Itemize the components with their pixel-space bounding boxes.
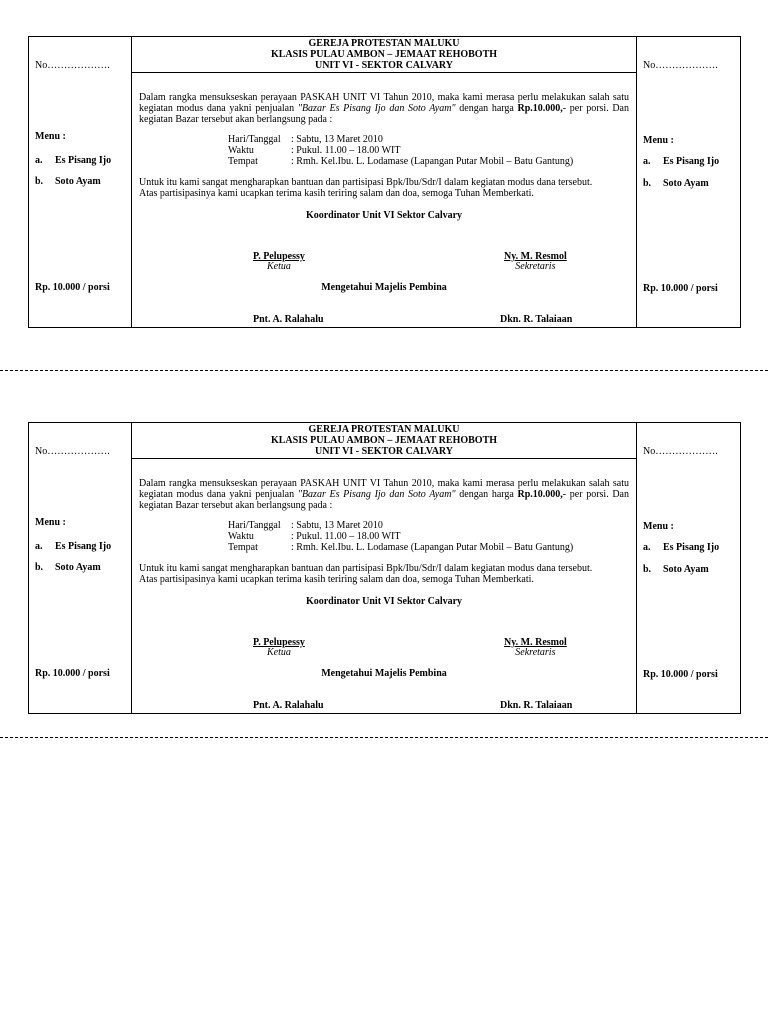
cut-line — [0, 737, 768, 738]
ticket-2 — [28, 422, 741, 714]
closing-paragraph: Untuk itu kami sangat mengharapkan bantuan dan partisipasi Bpk/Ibu/Sdr/I dalam kegiatan modus dana tersebut. Atas partisipasinya kami ucapkan terima kasih teriring salam dan doa, semoga Tuhan Memberkati. — [139, 563, 593, 585]
acknowledged-by: Mengetahui Majelis Pembina — [321, 282, 447, 293]
right-stub — [637, 37, 740, 327]
elder-right: Dkn. R. Talaiaan — [500, 314, 573, 325]
ticket-body — [139, 92, 629, 221]
left-stub — [29, 423, 131, 713]
ticket-1 — [28, 36, 741, 328]
signature-secretary: Ny. M. Resmol Sekretaris — [504, 251, 567, 272]
ticket-main — [131, 37, 637, 327]
number-field: No………………. — [643, 60, 718, 71]
acknowledged-by: Mengetahui Majelis Pembina — [321, 668, 447, 679]
menu-title: Menu : — [643, 521, 674, 532]
number-field: No………………. — [35, 446, 110, 457]
left-stub — [29, 37, 131, 327]
menu-item-soto-ayam: b. Soto Ayam — [643, 564, 709, 575]
right-stub — [637, 423, 740, 713]
menu-item-es-pisang-ijo: a. Es Pisang Ijo — [643, 542, 720, 553]
menu-item-es-pisang-ijo: a. Es Pisang Ijo — [35, 155, 112, 166]
elder-right: Dkn. R. Talaiaan — [500, 700, 573, 711]
coordinator-title: Koordinator Unit VI Sektor Calvary — [305, 596, 463, 607]
signature-chair: P. Pelupessy Ketua — [253, 251, 305, 272]
event-details: Hari/Tanggal : Sabtu, 13 Maret 2010 Waktu : Pukul. 11.00 – 18.00 WIT Tempat : Rmh. Kel.Ibu. L. Lodamase (Lapangan Putar Mobil – Batu Gantung) — [228, 520, 574, 553]
intro-paragraph: Dalam rangka mensukseskan perayaan PASKAH UNIT VI Tahun 2010, maka kami merasa perlu melakukan salah satu kegiatan modus dana yakni penjualan "Bazar Es Pisang Ijo dan Soto Ayam" dengan harga Rp.10.000,- per porsi. Dan kegiatan Bazar tersebut akan berlangsung pada : — [139, 478, 629, 511]
price-label: Rp. 10.000 / porsi — [643, 283, 718, 294]
ticket-body — [139, 478, 629, 607]
menu-item-soto-ayam: b. Soto Ayam — [643, 178, 709, 189]
menu-title: Menu : — [35, 131, 66, 142]
number-field: No………………. — [35, 60, 110, 71]
number-field: No………………. — [643, 446, 718, 457]
price-label: Rp. 10.000 / porsi — [35, 282, 110, 293]
intro-paragraph: Dalam rangka mensukseskan perayaan PASKAH UNIT VI Tahun 2010, maka kami merasa perlu melakukan salah satu kegiatan modus dana yakni penjualan "Bazar Es Pisang Ijo dan Soto Ayam" dengan harga Rp.10.000,- per porsi. Dan kegiatan Bazar tersebut akan berlangsung pada : — [139, 92, 629, 125]
menu-item-soto-ayam: b. Soto Ayam — [35, 176, 101, 187]
ticket-header: GEREJA PROTESTAN MALUKU KLASIS PULAU AMBON – JEMAAT REHOBOTH UNIT VI - SEKTOR CALVARY — [132, 423, 636, 459]
menu-title: Menu : — [35, 517, 66, 528]
price-label: Rp. 10.000 / porsi — [35, 668, 110, 679]
ticket-main — [131, 423, 637, 713]
closing-paragraph: Untuk itu kami sangat mengharapkan bantuan dan partisipasi Bpk/Ibu/Sdr/I dalam kegiatan modus dana tersebut. Atas partisipasinya kami ucapkan terima kasih teriring salam dan doa, semoga Tuhan Memberkati. — [139, 177, 593, 199]
elder-left: Pnt. A. Ralahalu — [253, 314, 324, 325]
elder-left: Pnt. A. Ralahalu — [253, 700, 324, 711]
cut-line — [0, 370, 768, 371]
menu-item-es-pisang-ijo: a. Es Pisang Ijo — [643, 156, 720, 167]
signature-chair: P. Pelupessy Ketua — [253, 637, 305, 658]
signature-secretary: Ny. M. Resmol Sekretaris — [504, 637, 567, 658]
event-details: Hari/Tanggal : Sabtu, 13 Maret 2010 Waktu : Pukul. 11.00 – 18.00 WIT Tempat : Rmh. Kel.Ibu. L. Lodamase (Lapangan Putar Mobil – Batu Gantung) — [228, 134, 574, 167]
ticket-header: GEREJA PROTESTAN MALUKU KLASIS PULAU AMBON – JEMAAT REHOBOTH UNIT VI - SEKTOR CALVARY — [132, 37, 636, 73]
price-label: Rp. 10.000 / porsi — [643, 669, 718, 680]
menu-item-es-pisang-ijo: a. Es Pisang Ijo — [35, 541, 112, 552]
coordinator-title: Koordinator Unit VI Sektor Calvary — [305, 210, 463, 221]
menu-title: Menu : — [643, 135, 674, 146]
menu-item-soto-ayam: b. Soto Ayam — [35, 562, 101, 573]
